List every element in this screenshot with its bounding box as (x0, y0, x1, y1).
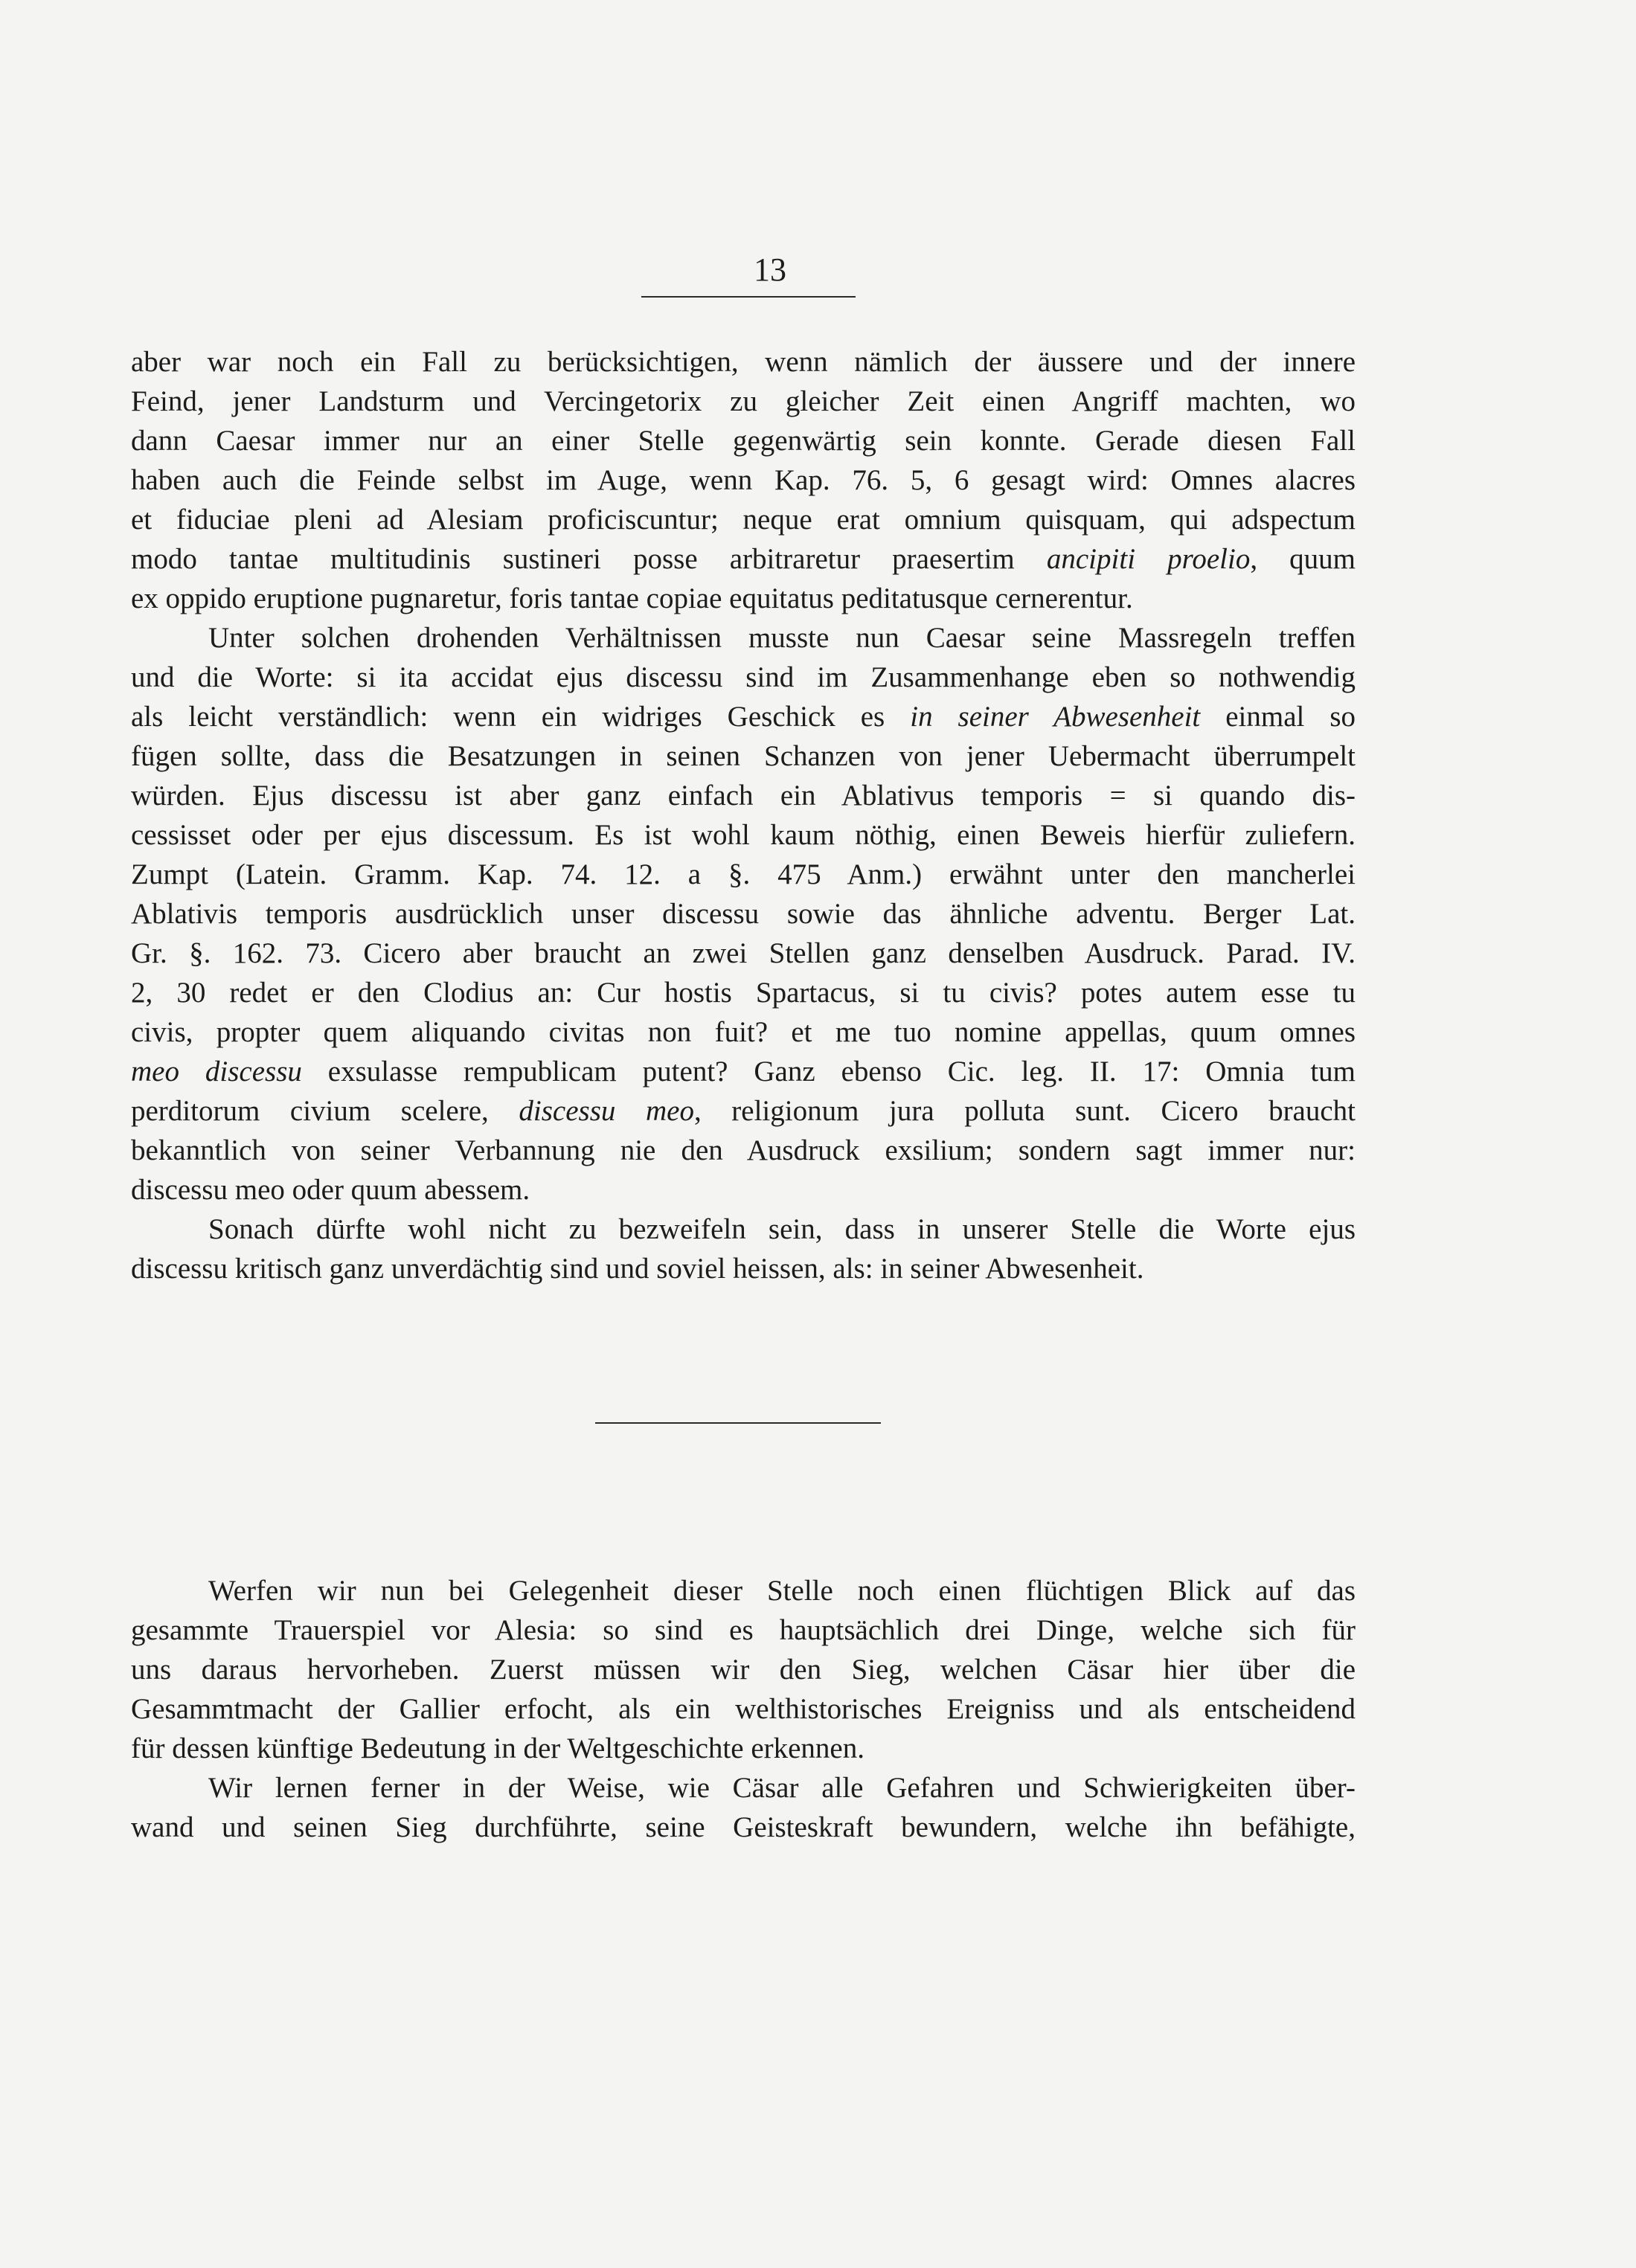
text-line: ex oppido eruptione pugnaretur, foris tantae copiae equitatus peditatusque cernerentur. (131, 582, 1133, 614)
text-line (131, 539, 1356, 579)
text-line: fügen sollte, dass die Besatzungen in seinen Schanzen von jener Uebermacht überrumpelt (131, 740, 1356, 772)
italic-phrase: meo discessu (131, 1056, 302, 1088)
text-line: 2, 30 redet er den Clodius an: Cur hostis Spartacus, si tu civis? potes autem esse tu (131, 977, 1356, 1009)
text-line (131, 1091, 1356, 1131)
paragraph-block-2 (131, 1571, 1356, 1847)
text-segment: exsulasse rempublicam putent? Ganz ebenso Cic. leg. II. 17: Omnia tum (327, 1056, 1356, 1088)
text-line: cessisset oder per ejus discessum. Es ist wohl kaum nöthig, einen Beweis hierfür zuliefern. (131, 819, 1356, 851)
text-segment: perditorum civium scelere, (131, 1095, 489, 1127)
text-line: für dessen künftige Bedeutung in der Weltgeschichte erkennen. (131, 1732, 864, 1764)
text-line: wand und seinen Sieg durchführte, seine Geisteskraft bewundern, welche ihn befähigte, (131, 1811, 1356, 1843)
text-line: Sonach dürfte wohl nicht zu bezweifeln sein, dass in unserer Stelle die Worte ejus (208, 1213, 1356, 1245)
text-line: Gesammtmacht der Gallier erfocht, als ein welthistorisches Ereigniss und als entscheidend (131, 1693, 1356, 1725)
text-line: Zumpt (Latein. Gramm. Kap. 74. 12. a §. 475 Anm.) erwähnt unter den mancherlei (131, 858, 1356, 890)
text-line: würden. Ejus discessu ist aber ganz einfach ein Ablativus temporis = si quando dis- (131, 780, 1356, 812)
header-rule (641, 296, 856, 298)
text-line: Gr. §. 162. 73. Cicero aber braucht an zwei Stellen ganz denselben Ausdruck. Parad. IV. (131, 937, 1356, 969)
paragraph-block-1 (131, 342, 1356, 1288)
italic-phrase: in seiner Abwesenheit (910, 701, 1201, 733)
text-segment: , quum (1250, 543, 1356, 575)
text-line: discessu kritisch ganz unverdächtig sind und soviel heissen, als: in seiner Abwesenheit. (131, 1253, 1144, 1285)
page-number: 13 (754, 251, 786, 288)
text-line: bekanntlich von seiner Verbannung nie den Ausdruck exsilium; sondern sagt immer nur: (131, 1134, 1356, 1166)
text-line: dann Caesar immer nur an einer Stelle gegenwärtig sein konnte. Gerade diesen Fall (131, 425, 1356, 457)
text-line: et fiduciae pleni ad Alesiam proficiscuntur; neque erat omnium quisquam, qui adspectum (131, 504, 1356, 536)
text-line: aber war noch ein Fall zu berücksichtigen, wenn nämlich der äussere und der innere (131, 346, 1356, 378)
italic-phrase: discessu meo (519, 1095, 694, 1127)
text-line: Ablativis temporis ausdrücklich unser discessu sowie das ähnliche adventu. Berger Lat. (131, 898, 1356, 930)
text-segment: als leicht verständlich: wenn ein widriges Geschick es (131, 701, 885, 733)
text-segment: einmal so (1200, 701, 1356, 733)
text-line (131, 697, 1356, 736)
italic-phrase: ancipiti proelio (1046, 543, 1251, 575)
text-line: civis, propter quem aliquando civitas non fuit? et me tuo nomine appellas, quum omnes (131, 1016, 1356, 1048)
section-divider (595, 1422, 881, 1424)
text-line (131, 1052, 1356, 1091)
text-segment: modo tantae multitudinis sustineri posse arbitraretur praesertim (131, 543, 1015, 575)
text-line: haben auch die Feinde selbst im Auge, wenn Kap. 76. 5, 6 gesagt wird: Omnes alacres (131, 464, 1356, 496)
text-line: und die Worte: si ita accidat ejus discessu sind im Zusammenhange eben so nothwendig (131, 661, 1356, 693)
text-line: Unter solchen drohenden Verhältnissen musste nun Caesar seine Massregeln treffen (208, 622, 1356, 654)
text-line: Wir lernen ferner in der Weise, wie Cäsar alle Gefahren und Schwierigkeiten über- (208, 1772, 1356, 1804)
text-line: discessu meo oder quum abessem. (131, 1174, 530, 1206)
text-line: uns daraus hervorheben. Zuerst müssen wir den Sieg, welchen Cäsar hier über die (131, 1654, 1356, 1686)
text-segment: , religionum jura polluta sunt. Cicero braucht (693, 1095, 1356, 1127)
text-line: Feind, jener Landsturm und Vercingetorix zu gleicher Zeit einen Angriff machten, wo (131, 385, 1356, 417)
text-line: gesammte Trauerspiel vor Alesia: so sind es hauptsächlich drei Dinge, welche sich für (131, 1614, 1356, 1646)
text-line: Werfen wir nun bei Gelegenheit dieser Stelle noch einen flüchtigen Blick auf das (208, 1575, 1356, 1607)
